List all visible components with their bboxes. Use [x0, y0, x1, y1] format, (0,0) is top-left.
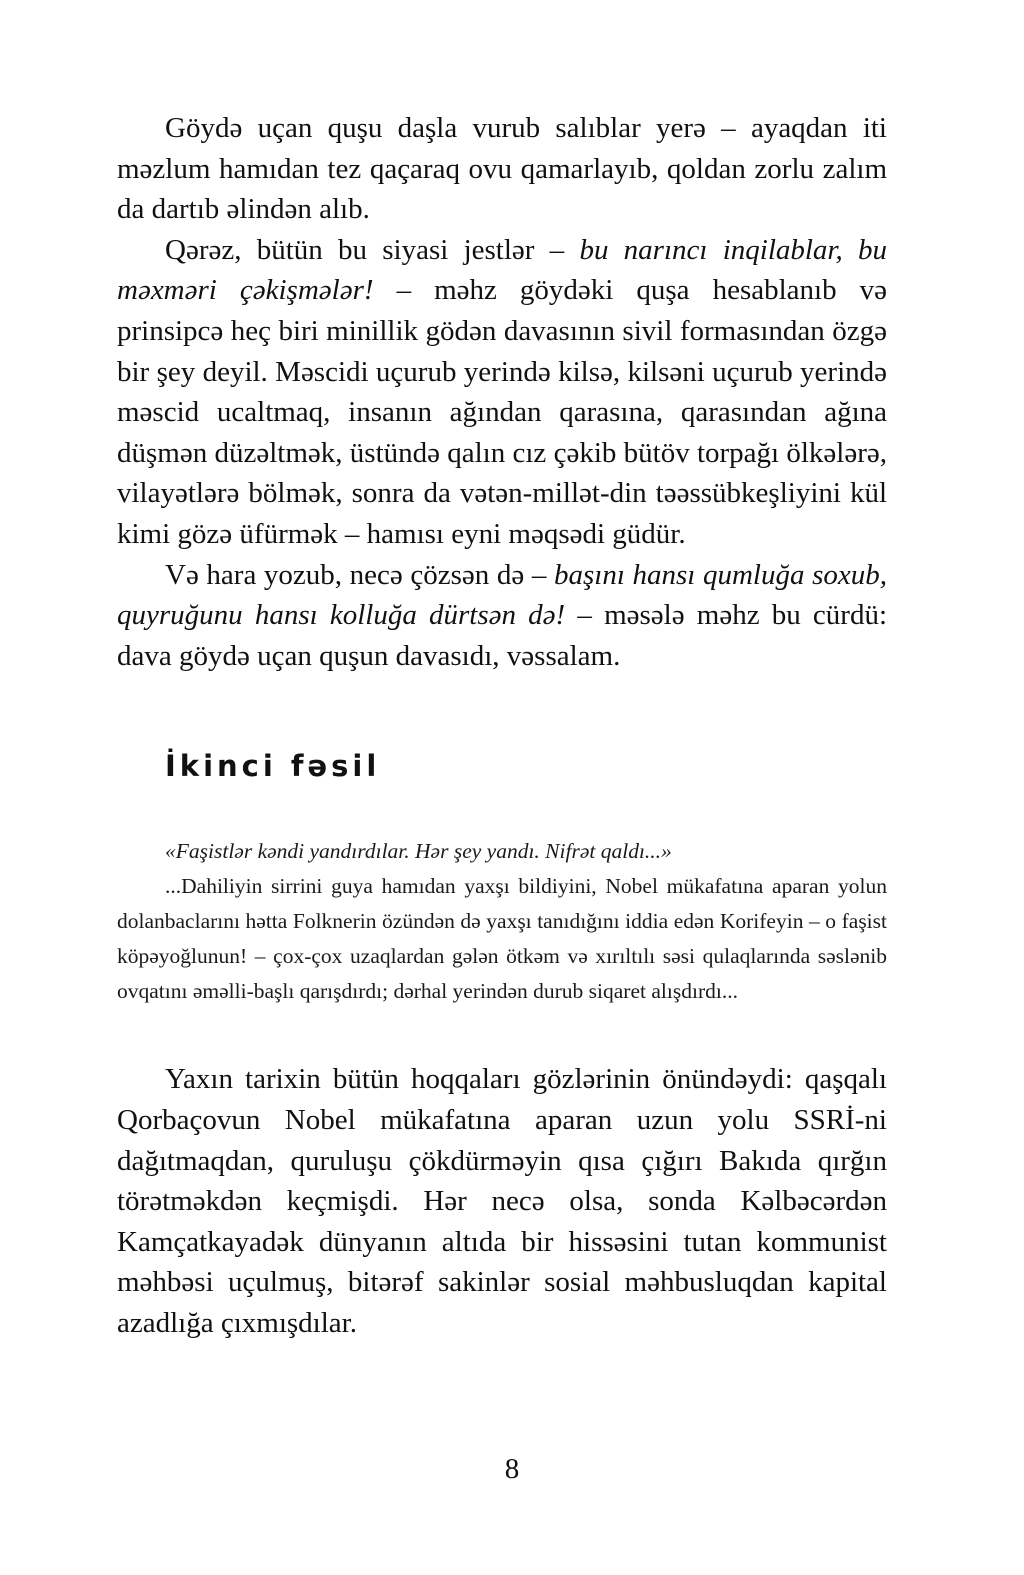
book-page [117, 108, 887, 1343]
epigraph-quote: «Faşistlər kəndi yandırdılar. Hər şey yandı. Nifrət qaldı...» [165, 839, 672, 864]
paragraph-2-text-a: Qərəz, bütün bu siyasi jestlər – [165, 233, 580, 266]
paragraph-3-italic: başını hansı qumluğa soxub, quyruğunu hansı kolluğa dürtsən də! [117, 558, 887, 632]
paragraph-3-text-b: – məsələ məhz bu cürdü: dava göydə uçan quşun davasıdı, vəssalam. [117, 599, 887, 672]
paragraph-3-text-a: Və hara yozub, necə çözsən də – [165, 558, 554, 591]
paragraph-4: Yaxın tarixin bütün hoqqaları gözlərinin önündəydi: qaşqalı Qorbaçovun Nobel mükafatına aparan uzun yolu SSRİ-ni dağıtmaqdan, quruluşu çökdürməyin qısa çığırı Bakıda qırğın törətməkdən keçmişdi. Hər necə olsa, sonda Kəlbəcərdən Kamçatkayadək dünyanın altıda bir hissəsini tutan kommunist məhbəsi uçulmuş, bitərəf sakinlər sosial məhbusluqdan kapital azadlığa çıxmışdılar. [117, 1063, 887, 1339]
epigraph [117, 834, 887, 1009]
chapter-title: İkinci fəsil [165, 749, 381, 784]
paragraph-1-text: Göydə uçan quşu daşla vurub salıblar yerə – ayaqdan iti məzlum hamıdan tez qaçaraq ovu qamarlayıb, qoldan zorlu zalım da dartıb əlindən alıb. [117, 112, 887, 226]
paragraph-2-text-b: – məhz göydəki quşa hesablanıb və prinsipcə heç biri minillik gödən davasının sivil formasından özgə bir şey deyil. Məscidi uçurub yerində kilsə, kilsəni uçurub yerində məscid ucaltmaq, insanın ağından qarasına, qarasından ağına düşmən düzəltmək, üstündə qalın cız çəkib bütöv torpağı ölkələrə, vilayətlərə bölmək, sonra da vətən-millət-din təəssübkeşliyini kül kimi gözə üfürmək – hamısı eyni məqsədi güdür. [117, 274, 887, 550]
paragraph-2-italic: bu narıncı inqilablar, bu məxməri çəkişmələr! [117, 233, 888, 307]
page-number: 8 [504, 1453, 520, 1485]
top-section [117, 108, 887, 676]
bottom-section [117, 1059, 887, 1343]
paragraph-3 [117, 555, 887, 677]
paragraph-1 [117, 108, 887, 230]
paragraph-2 [117, 230, 887, 555]
epigraph-body: ...Dahiliyin sirrini guya hamıdan yaxşı bildiyini, Nobel mükafatına aparan yolun dolanbaclarını hətta Folknerin özündən də yaxşı tanıdığını iddia edən Korifeyin – o faşist köpəyoğlunun! – çox-çox uzaqlardan gələn ötkəm və xırıltılı səsi qulaqlarında səslənib ovqatını əməlli-başlı qarışdırdı; dərhal yerindən durub siqaret alışdırdı... [117, 874, 887, 1004]
